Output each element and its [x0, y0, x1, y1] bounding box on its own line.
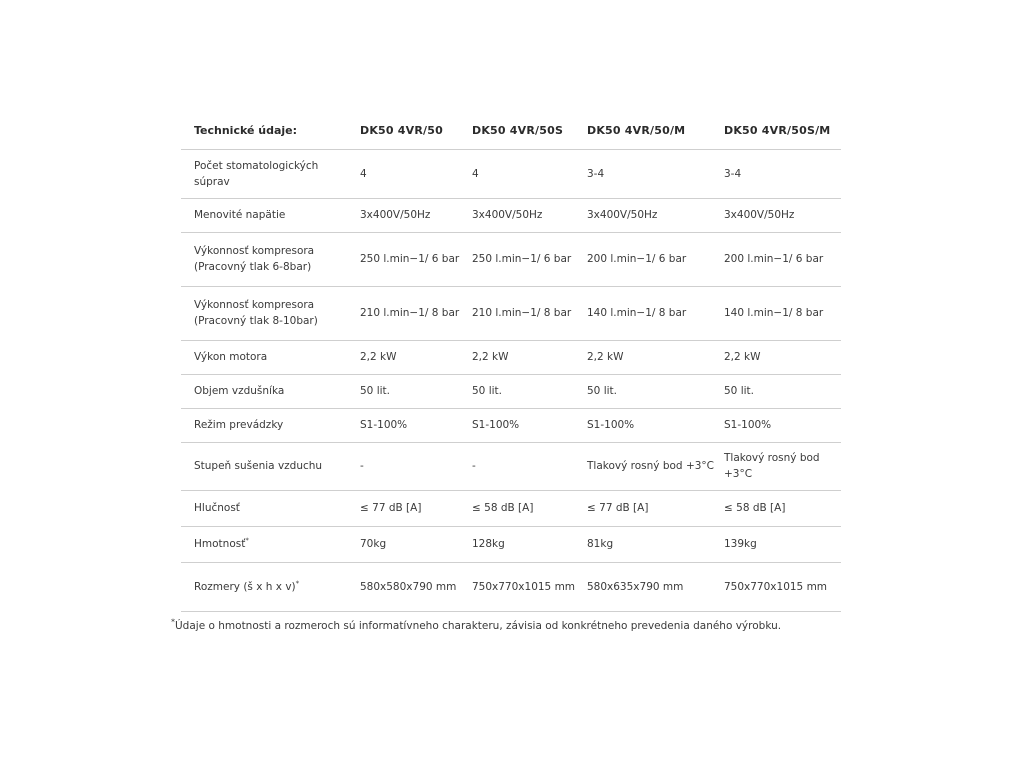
table-cell: 50 lit.: [724, 374, 841, 408]
footnote-mark: *: [245, 536, 249, 545]
row-label-dimensions: [181, 562, 360, 611]
table-cell: 2,2 kW: [360, 340, 472, 374]
table-cell: 2,2 kW: [472, 340, 587, 374]
row-label: Hlučnosť: [181, 490, 360, 526]
table-cell: 580x635x790 mm: [587, 562, 724, 611]
row-label: Objem vzdušníka: [181, 374, 360, 408]
table-cell: 250 l.min−1/ 6 bar: [472, 232, 587, 286]
table-row: [181, 340, 841, 374]
table-row: [181, 374, 841, 408]
table-cell: 200 l.min−1/ 6 bar: [724, 232, 841, 286]
table-cell: 3-4: [724, 149, 841, 198]
row-label: Režim prevádzky: [181, 408, 360, 442]
footnote-text: Údaje o hmotnosti a rozmeroch sú informatívneho charakteru, závisia od konkrétneho prevedenia daného výrobku.: [175, 620, 782, 632]
table-cell: 3x400V/50Hz: [724, 198, 841, 232]
table-cell: 50 lit.: [360, 374, 472, 408]
technical-specs-table: [181, 113, 841, 612]
header-model: DK50 4VR/50S/M: [724, 113, 841, 149]
table-cell: 3x400V/50Hz: [360, 198, 472, 232]
row-label-weight: [181, 526, 360, 562]
table-cell: 4: [472, 149, 587, 198]
table-cell: 200 l.min−1/ 6 bar: [587, 232, 724, 286]
table-row: [181, 408, 841, 442]
table-row: [181, 562, 841, 611]
table-cell: 50 lit.: [587, 374, 724, 408]
row-label: Stupeň sušenia vzduchu: [181, 442, 360, 490]
table-cell: 750x770x1015 mm: [724, 562, 841, 611]
header-label: Technické údaje:: [181, 113, 360, 149]
table-cell: 4: [360, 149, 472, 198]
table-cell: -: [360, 442, 472, 490]
row-label: Výkonnosť kompresora (Pracovný tlak 6-8bar): [181, 232, 360, 286]
table-header-row: [181, 113, 841, 149]
table-cell: 3x400V/50Hz: [472, 198, 587, 232]
table-cell: Tlakový rosný bod +3°C: [587, 442, 724, 490]
header-model: DK50 4VR/50: [360, 113, 472, 149]
table-cell: S1-100%: [360, 408, 472, 442]
table-cell: ≤ 77 dB [A]: [587, 490, 724, 526]
table-cell: -: [472, 442, 587, 490]
table-row: [181, 232, 841, 286]
header-model: DK50 4VR/50S: [472, 113, 587, 149]
table-cell: ≤ 58 dB [A]: [724, 490, 841, 526]
footnote-mark: *: [295, 579, 300, 587]
table-row: [181, 526, 841, 562]
table-row: [181, 286, 841, 340]
table-cell: 139kg: [724, 526, 841, 562]
header-model: DK50 4VR/50/M: [587, 113, 724, 149]
table-cell: 250 l.min−1/ 6 bar: [360, 232, 472, 286]
table-cell: 70kg: [360, 526, 472, 562]
table-cell: S1-100%: [587, 408, 724, 442]
table-cell: 210 l.min−1/ 8 bar: [472, 286, 587, 340]
table-cell: 2,2 kW: [587, 340, 724, 374]
table-cell: 580x580x790 mm: [360, 562, 472, 611]
row-label: Výkonnosť kompresora (Pracovný tlak 8-10bar): [181, 286, 360, 340]
footnote-asterisk: *: [171, 617, 175, 627]
table-cell: 81kg: [587, 526, 724, 562]
table-cell: 128kg: [472, 526, 587, 562]
table-row: [181, 442, 841, 490]
table-cell: 2,2 kW: [724, 340, 841, 374]
table-cell: ≤ 77 dB [A]: [360, 490, 472, 526]
table-cell: ≤ 58 dB [A]: [472, 490, 587, 526]
table-cell: S1-100%: [724, 408, 841, 442]
table-cell: 750x770x1015 mm: [472, 562, 587, 611]
table-row: [181, 149, 841, 198]
table-cell: Tlakový rosný bod +3°C: [724, 442, 841, 490]
table-cell: 210 l.min−1/ 8 bar: [360, 286, 472, 340]
table-row: [181, 490, 841, 526]
row-label-text: Hmotnosť: [194, 538, 246, 550]
row-label: Výkon motora: [181, 340, 360, 374]
row-label: Počet stomatologických súprav: [181, 149, 360, 198]
row-label: Menovité napätie: [181, 198, 360, 232]
table-cell: 140 l.min−1/ 8 bar: [587, 286, 724, 340]
table-row: [181, 198, 841, 232]
table-cell: 3-4: [587, 149, 724, 198]
table-cell: 3x400V/50Hz: [587, 198, 724, 232]
table-cell: 50 lit.: [472, 374, 587, 408]
table-cell: S1-100%: [472, 408, 587, 442]
table-cell: 140 l.min−1/ 8 bar: [724, 286, 841, 340]
row-label-text: Rozmery (š x h x v): [194, 580, 296, 593]
footnote: [171, 617, 782, 632]
